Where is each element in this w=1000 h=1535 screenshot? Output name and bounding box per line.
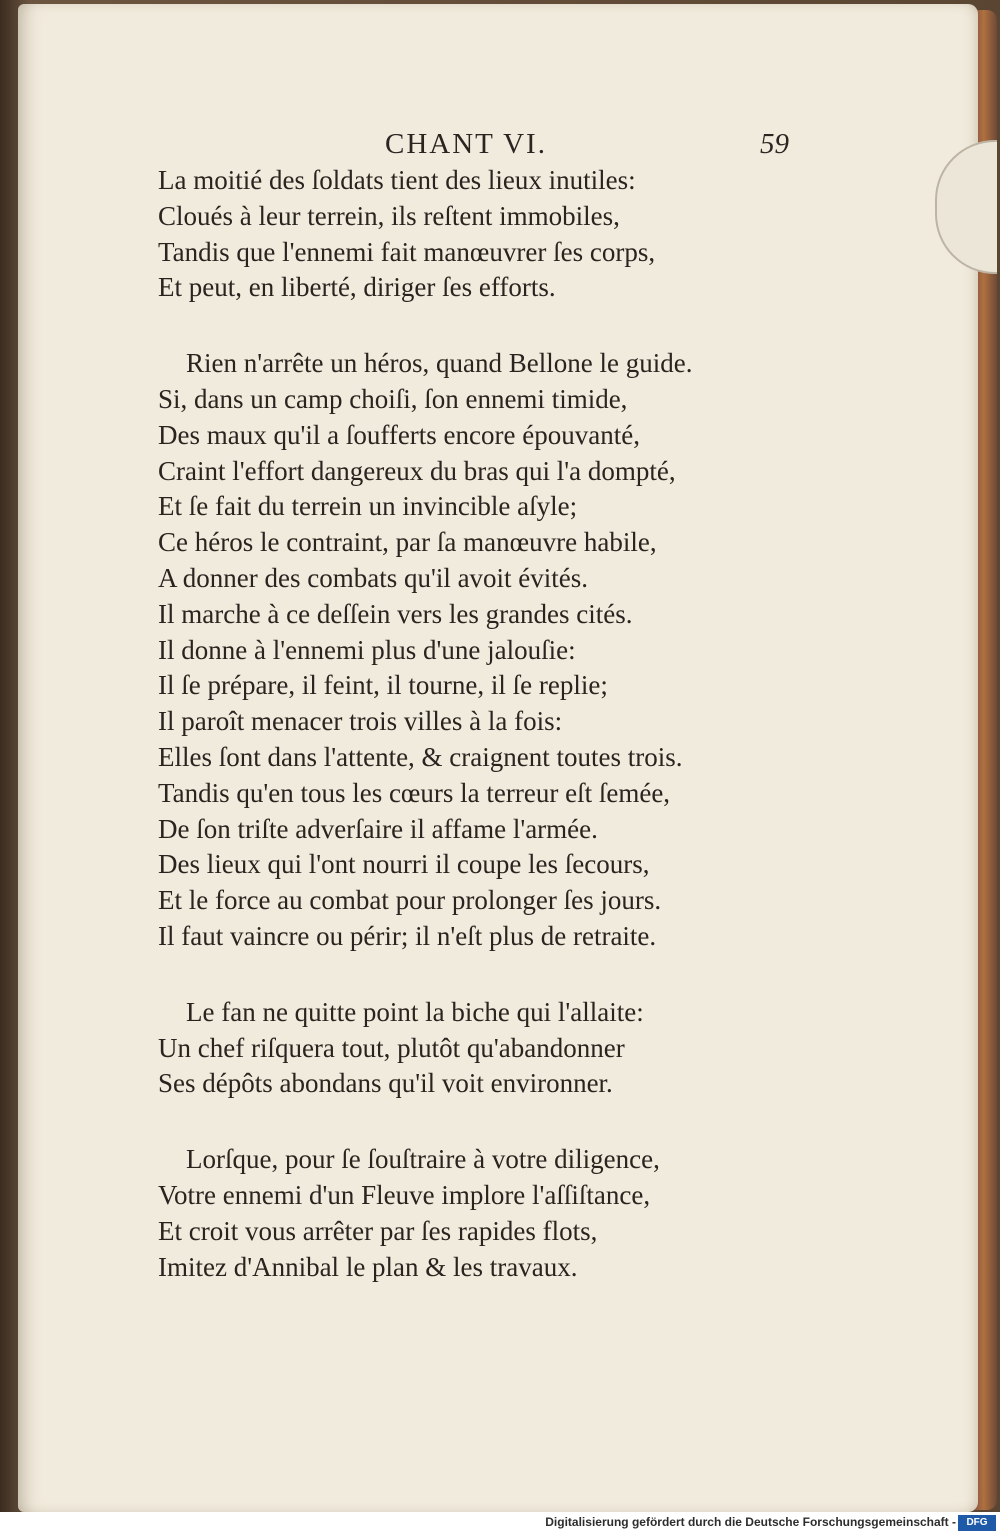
verse-line: Et ſe fait du terrein un invincible aſyle; [158, 491, 578, 522]
verse-line: Des maux qu'il a ſoufferts encore épouvanté, [158, 419, 640, 450]
page-header [0, 128, 1000, 168]
verse-line: Elles ſont dans l'attente, & craignent toutes trois. [158, 741, 683, 772]
verse-line: Il donne à l'ennemi plus d'une jalouſie: [158, 634, 576, 665]
verse-line: Des lieux qui l'ont nourri il coupe les ſecours, [158, 849, 650, 880]
verse-line: Et peut, en liberté, diriger ſes efforts. [158, 272, 556, 303]
stanza-3 [158, 995, 918, 1102]
verse-line: Et le force au combat pour prolonger ſes jours. [158, 885, 662, 916]
verse-line: Lorſque, pour ſe ſouſtraire à votre diligence, [186, 1144, 660, 1175]
stanza-2 [158, 346, 918, 955]
verse-line: Il marche à ce deſſein vers les grandes cités. [158, 598, 633, 629]
verse-line: La moitié des ſoldats tient des lieux inutiles: [158, 165, 636, 195]
verse-line: Rien n'arrête un héros, quand Bellone le guide. [186, 348, 693, 379]
verse-line: Imitez d'Annibal le plan & les travaux. [158, 1251, 578, 1282]
verse-line: Il faut vaincre ou périr; il n'eſt plus de retraite. [158, 920, 657, 951]
verse-line: Le fan ne quitte point la biche qui l'allaite: [186, 996, 644, 1027]
verse-line: Si, dans un camp choiſi, ſon ennemi timide, [158, 383, 628, 414]
verse-line: Il paroît menacer trois villes à la fois: [158, 706, 563, 737]
running-head: CHANT VI. [385, 128, 547, 160]
page-number: 59 [760, 128, 789, 160]
verse-line: Un chef riſquera tout, plutôt qu'abandonner [158, 1032, 625, 1063]
verse-line: Ce héros le contraint, par ſa manœuvre habile, [158, 527, 657, 558]
stanza-1 [158, 163, 918, 306]
verse-line: Tandis qu'en tous les cœurs la terreur eſt ſemée, [158, 777, 671, 808]
verse-line: A donner des combats qu'il avoit évités. [158, 562, 589, 593]
funding-credit: Digitalisierung gefördert durch die Deutsche Forschungsgemeinschaft - [545, 1515, 956, 1529]
verse-line: Tandis que l'ennemi fait manœuvrer ſes corps, [158, 236, 656, 267]
stanza-4 [158, 1142, 918, 1285]
verse-line: De ſon triſte adverſaire il affame l'armée. [158, 813, 598, 844]
verse-line: Craint l'effort dangereux du bras qui l'a dompté, [158, 455, 676, 486]
verse-line: Ses dépôts abondans qu'il voit environner. [158, 1068, 613, 1099]
verse-line: Il ſe prépare, il feint, il tourne, il ſe replie; [158, 670, 608, 701]
verse-line: Cloués à leur terrein, ils reſtent immobiles, [158, 200, 620, 231]
verse-line: Et croit vous arrêter par ſes rapides flots, [158, 1215, 598, 1246]
poem-text [158, 163, 918, 1325]
dfg-logo-icon: DFG [958, 1515, 996, 1531]
digitization-footer [0, 1512, 1000, 1535]
verse-line: Votre ennemi d'un Fleuve implore l'aſſiſtance, [158, 1179, 651, 1210]
